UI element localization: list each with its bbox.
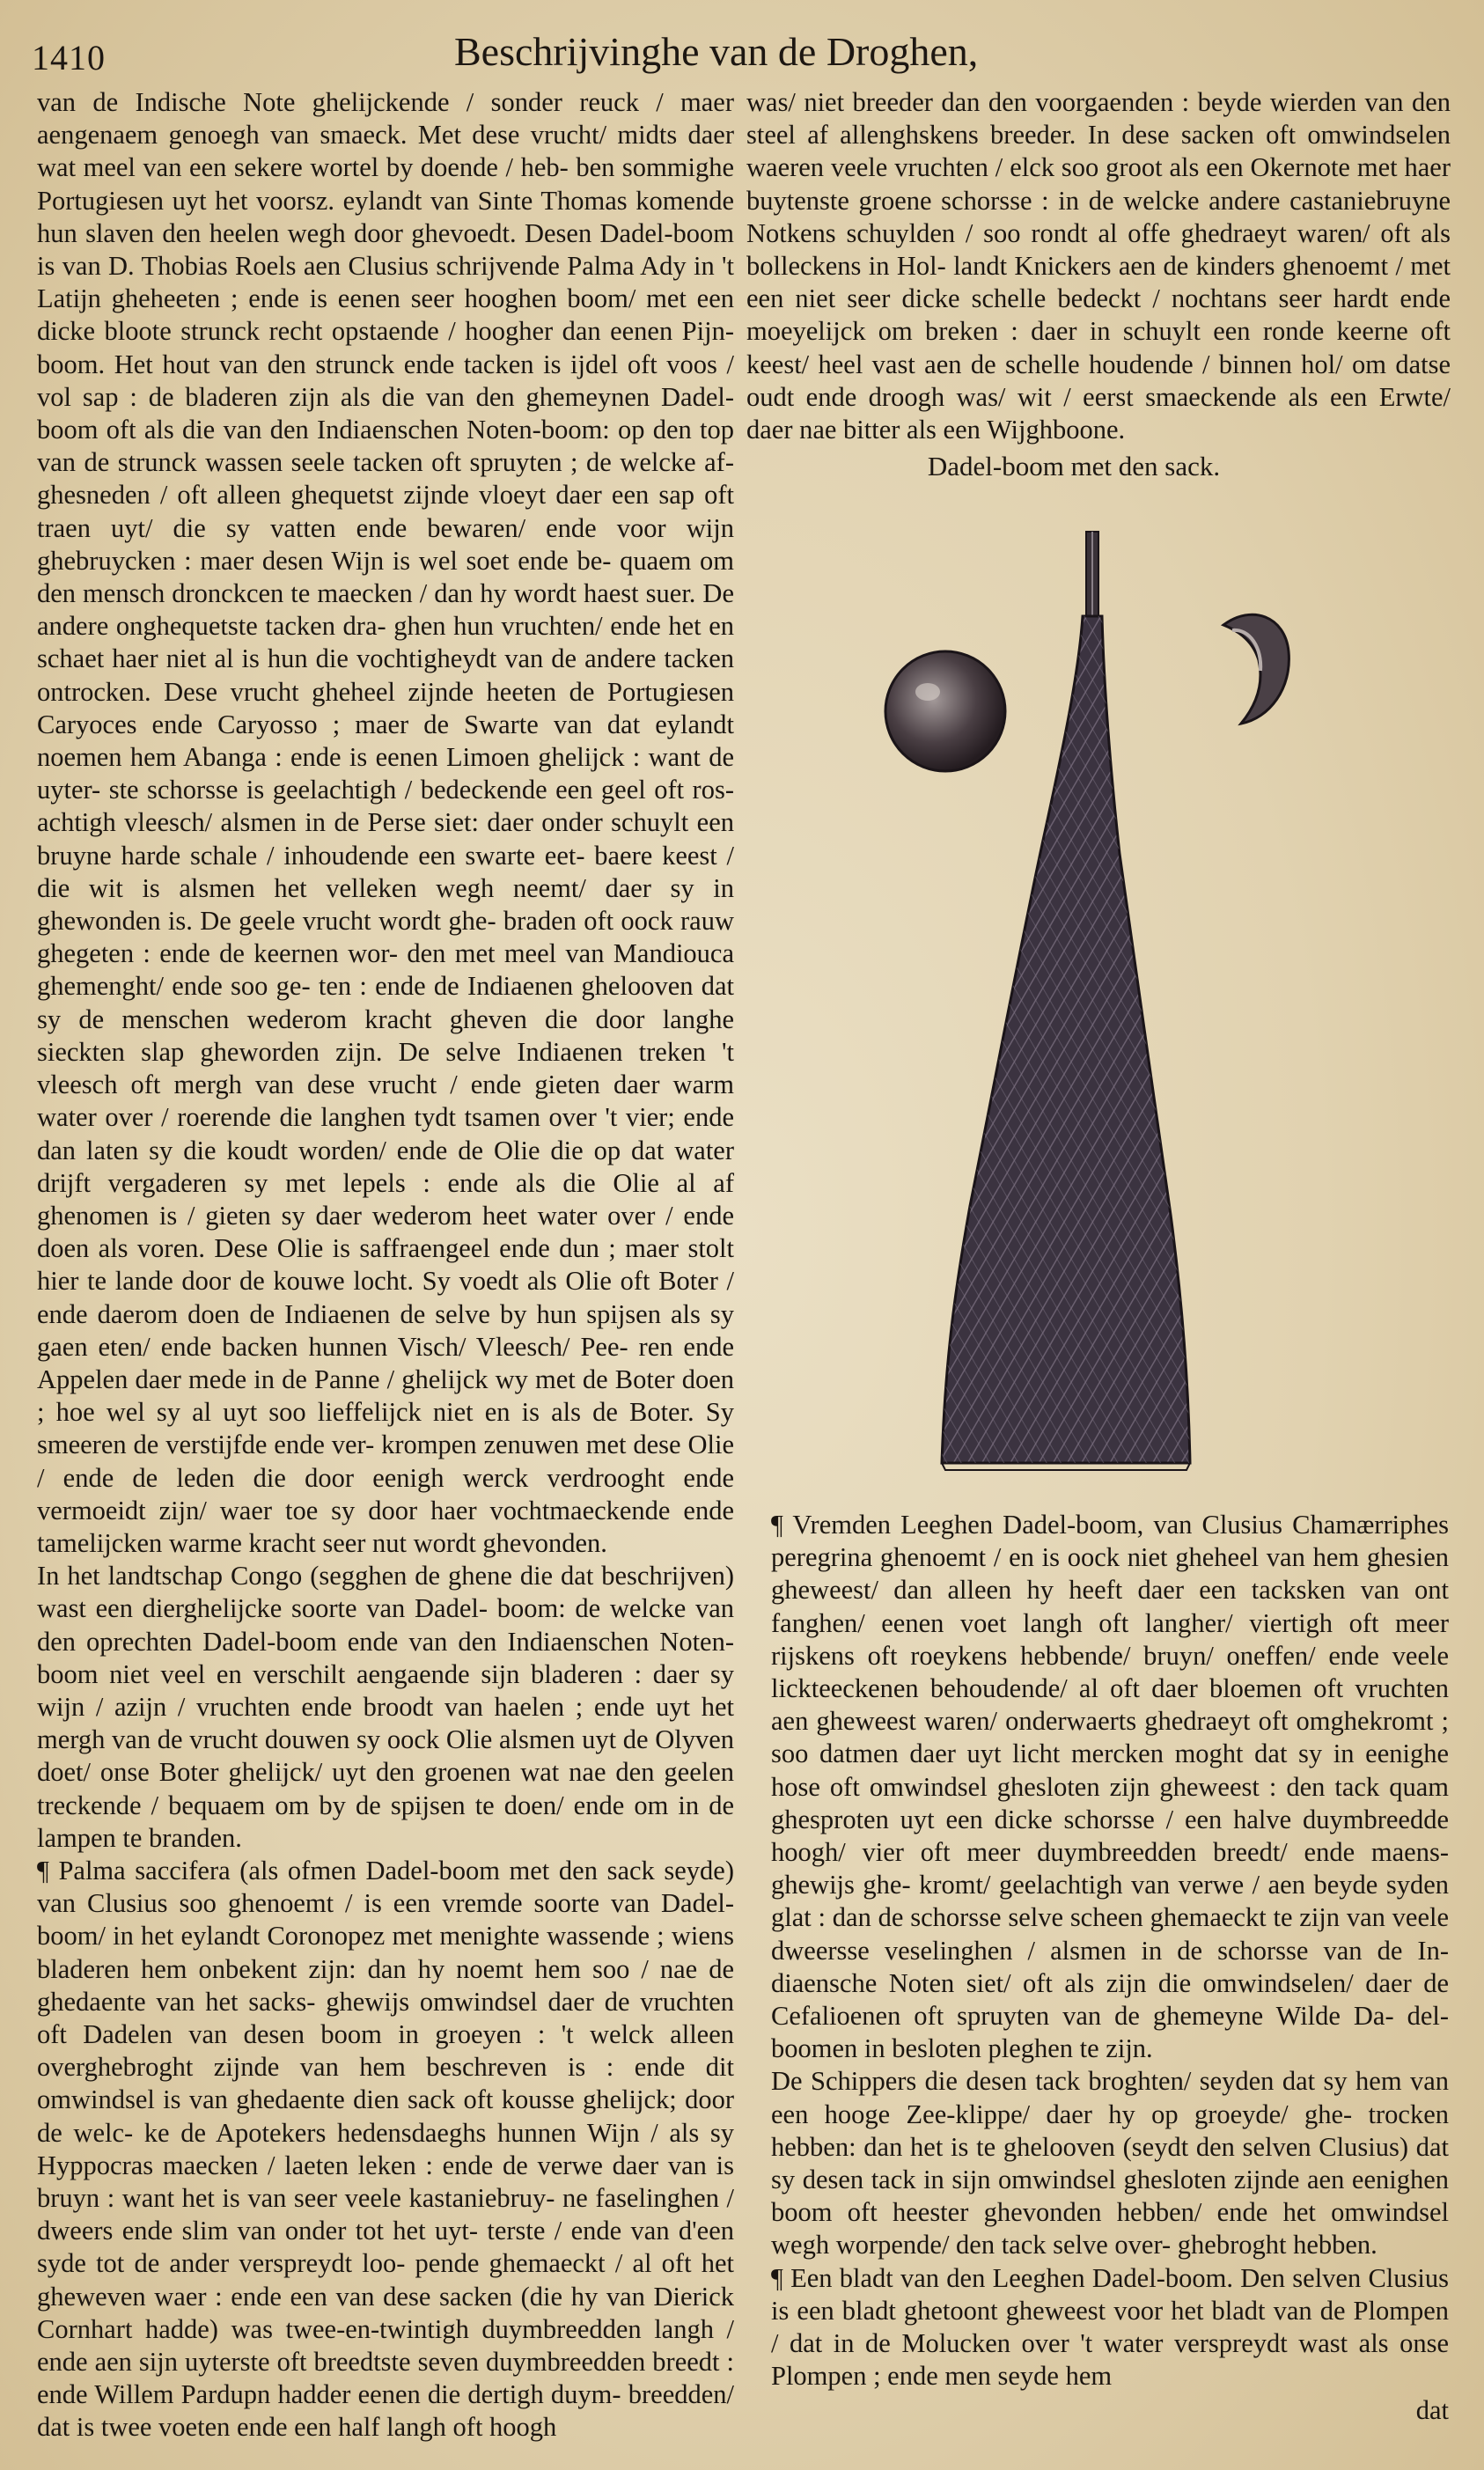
figure-caption: Dadel-boom met den sack. (927, 451, 1221, 482)
running-title: Beschrijvinghe van de Droghen, (454, 29, 979, 74)
page-number: 1410 (32, 38, 106, 77)
catchword: dat (1415, 2395, 1449, 2426)
page-header (32, 28, 1449, 85)
right-paragraph-top: was/ niet breeder dan den voorgaenden : beyde wierden van den steel af allenghskens breeder. In dese sacken oft omwindselen waeren veele vruchten / elck soo groot als een Okernote met haer buytenste groene schorsse : in de welcke andere castaniebruyne Notkens schuylden / soo rondt al offe ghedraeyt waren/ oft als bolleckens in Hol- landt Knickers aen de kinders ghenoemt / met een niet seer dicke schelle bedeckt / nochtans seer hardt ende moeyelijck om breken : daer in schuylt een ronde keerne oft keest/ heel vast aen de schelle houdende / binnen hol/ om datse oudt ende droogh was/ wit / eerst smaeckende als een Erwte/ daer nae bitter als een Wijghboone. (746, 87, 1451, 445)
right-column-bottom (771, 1509, 1449, 2428)
round-fruit (885, 651, 1005, 771)
right-paragraph-3: ¶ Een bladt van den Leeghen Dadel-boom. Den selven Clusius is een bladt ghetoont gheweest voor het bladt van de Plompen / dat in de Molucken over 't water verspreydt wast als onse Plompen ; ende men seyde hem (771, 2262, 1449, 2392)
crescent-nut (1223, 614, 1289, 724)
left-paragraph-3: ¶ Palma saccifera (als ofmen Dadel-boom met den sack seyde) van Clusius soo ghenoemt / is een vremde soorte van Dadel-boom/ in het eylandt Coronopez met menighte wassende ; wiens bladeren hem onbekent zijn: dan hy noemt hem soo / nae de ghedaente van het sacks- ghewijs omwindsel daer de vruchten oft Dadelen van desen boom in groeyen : 't welck alleen overghebroght zijnde van hem beschreven is : ende dit omwindsel is van ghedaente dien sack oft kousse ghelijck; door de welc- ke de Apotekers hedensdaeghs hunnen Wijn / als sy Hyppocras maecken / laeten leken : ende de verwe daer van is bruyn : want het is van seer veele kastaniebruy- ne faselinghen / dweers ende slim van onder tot het uyt- terste / ende van d'een syde tot de ander verspreydt loo- pende ghemaeckt / al oft het gheweven waer : ende een van dese sacken (die hy van Dierick Cornhart hadde) was twee-en-twintigh duymbreedden langh / ende aen sijn uyterste oft breedtste seven duymbreedden breedt : ende Willem Pardupn hadder eenen die dertigh duym- breedden/ dat is twee voeten ende een half langh oft hoogh (37, 1855, 734, 2443)
sack-stem (1086, 532, 1098, 629)
left-paragraph-1: van de Indische Note ghelijckende / sonder reuck / maer aengenaem genoegh van smaeck. Met dese vrucht/ midts daer wat meel van een sekere wortel by doende / heb- ben sommighe Portugiesen uyt het voorsz. eylandt van Sinte Thomas komende hun slaven den heelen wegh door ghevoedt. Desen Dadel-boom is van D. Thobias Roels aen Clusius schrijvende Palma Ady in 't Latijn gheheeten ; ende is eenen seer hooghen boom/ met een dicke bloote strunck recht opstaende / hoogher dan eenen Pijn-boom. Het hout van den strunck ende tacken is ijdel oft voos / vol sap : de bladeren zijn als die van den ghemeynen Dadel-boom oft als die van den Indiaenschen Noten-boom: op den top van de strunck wassen seele tacken oft spruyten ; de welcke af- ghesneden / oft alleen ghequetst zijnde vloeyt daer een sap oft traen uyt/ die sy vatten ende bewaren/ ende voor wijn ghebruycken : maer desen Wijn is wel soet ende be- quaem om den mensch dronckcen te maecken / dan hy wordt haest suer. De andere onghequetste tacken dra- ghen hun vruchten/ ende het en schaet haer niet al is hun die vochtigheydt van de andere tacken ontrocken. Dese vrucht gheheel zijnde heeten de Portugiesen Caryoces ende Caryosso ; maer de Swarte van dat eylandt noemen hem Abanga : ende is eenen Limoen ghelijck : want de uyter- ste schorsse is geelachtigh / bedeckende een geel oft ros- achtigh vleesch/ alsmen in de Perse siet: daer onder schuylt een bruyne harde schale / inhoudende een swarte eet- baere keest / die wit is alsmen het velleken wegh neemt/ daer sy in ghewonden is. De geele vrucht wordt ghe- braden oft oock rauw ghegeten : ende de keernen wor- den met meel van Mandiouca ghemenght/ ende soo ge- ten : ende de Indiaenen ghelooven dat sy de menschen wederom kracht gheven die door langhe sieckten slap gheworden zijn. De selve Indiaenen treken 't vleesch oft mergh van dese vrucht / ende gieten daer warm water over / roerende die langhen tydt tsamen over 't vier; ende dan laten sy die koudt worden/ ende de Olie die op dat water drijft vergaderen sy met lepels : ende als die Olie al af ghenomen is / gieten sy daer wederom heet water over / ende doen als voren. Dese Olie is saffraengeel ende dun ; maer stolt hier te lande door de kouwe locht. Sy voedt als Olie oft Boter / ende daerom doen de Indiaenen de selve by hun spijsen als sy gaen eten/ ende backen hunnen Visch/ Vleesch/ Pee- ren ende Appelen daer mede in de Panne / ghelijck wy met de Boter doen ; hoe wel sy al uyt soo lieffelijck niet en is als de Boter. Sy smeeren de verstijfde ende ver- krompen zenuwen met dese Olie / ende de leden die door eenigh werck verdrooght ende vermoeidt zijn/ waer toe sy door haer vochtmaeckende ende tamelijcken warme kracht seer nut wordt ghevonden. (37, 87, 734, 1558)
right-paragraph-1: ¶ Vremden Leeghen Dadel-boom, van Clusius Chamærriphes peregrina ghenoemt / en is oock niet gheheel van hem ghesien gheweest/ dan alleen hy heeft daer een tacksken van ont fanghen/ eenen voet langh oft langher/ viertigh oft meer rijskens oft roeykens hebbende/ bruyn/ oneffen/ ende veele lickteeckenen behoudende/ al oft daer bloemen oft vruchten aen gheweest waren/ onderwaerts ghedraeyt oft omghekromt ; soo datmen daer uyt licht mercken moght dat sy in eenighe hose oft omwindsel ghesloten zijn gheweest : den tack quam ghesproten uyt een dicke schorsse / een halve duymbreedde hoogh/ vier oft meer duymbreedden breedt/ ende maens-ghewijs ghe- kromt/ geelachtigh van verwe / aen beyde syden glat : dan de schorsse selve scheen ghemaeckt te zijn van veele dweersse veselinghen / alsmen in de schorsse van de In- diaensche Noten siet/ oft als zijn die omwindselen/ daer de Cefalioenen oft spruyten van de ghemeyne Wilde Da- del-boomen in besloten pleghen te zijn. (771, 1510, 1449, 2064)
right-paragraph-2: De Schippers die desen tack broghten/ seyden dat sy hem van een hooge Zee-klippe/ daer hy op groeyde/ ghe- trocken hebben: dan het is te ghelooven (seydt den selven Clusius) dat sy desen tack in sijn omwindsel ghesloten zijnde aen eenighen boom oft heester ghevonden hebben/ ende het omwindsel wegh worpende/ den tack selve over- ghebroght hebben. (771, 2066, 1449, 2260)
date-palm-sack-woodcut (871, 519, 1364, 1479)
left-paragraph-2: In het landtschap Congo (segghen de ghene die dat beschrijven) wast een dierghelijcke soorte van Dadel- boom: de welcke van den oprechten Dadel-boom ende van den Indiaenschen Noten-boom niet veel en verschilt aengaende sijn bladeren : daer sy wijn / azijn / vruchten ende broodt van haelen ; ende uyt het mergh van de vrucht douwen sy oock Olie alsmen uyt de Olyven doet/ onse Boter ghelijck/ uyt den groenen wat nae den geelen treckende / bequaem om by de spijsen te doen/ ende om in de lampen te branden. (37, 1561, 734, 1853)
left-column (37, 86, 734, 2444)
right-column-top (746, 86, 1451, 446)
